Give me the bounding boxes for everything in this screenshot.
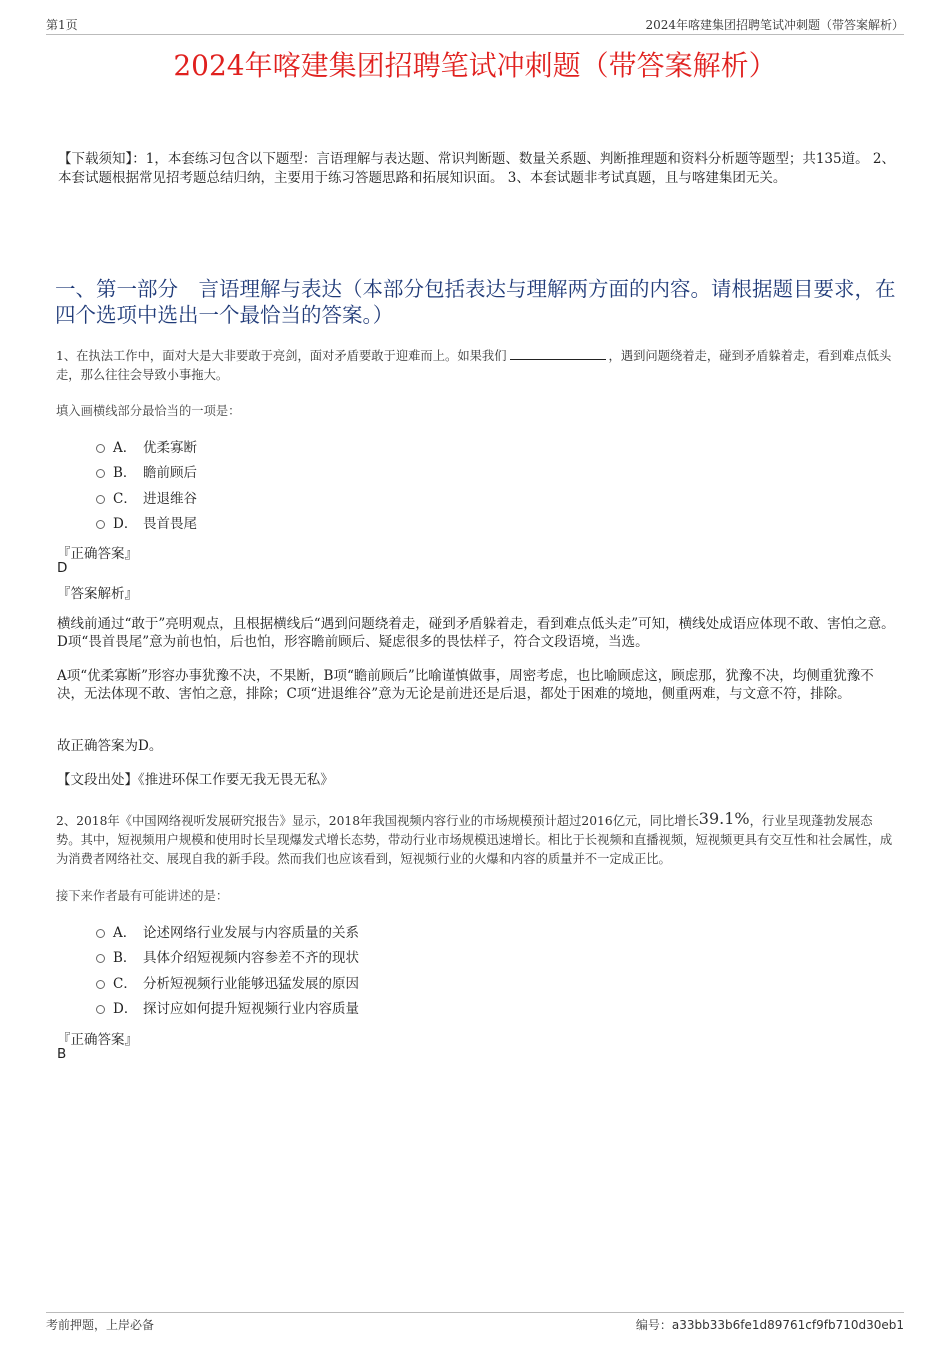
answer-label: 『正确答案』 (57, 1032, 138, 1048)
radio-icon[interactable] (96, 520, 105, 529)
question-2-stem (56, 809, 894, 869)
option-b[interactable]: B． 具体介绍短视频内容参差不齐的现状 (96, 944, 596, 970)
fill-blank (510, 347, 606, 360)
answer-label: 『正确答案』 (57, 546, 138, 562)
section-title: 一、第一部分 言语理解与表达（本部分包括表达与理解两方面的内容。请根据题目要求，在四个选项中选出一个最恰当的答案。） (55, 277, 896, 327)
radio-icon[interactable] (96, 1005, 105, 1014)
option-c[interactable]: C． 进退维谷 (96, 484, 596, 510)
radio-icon[interactable] (96, 929, 105, 938)
question-1-stem-part-b: ，遇到问题绕着走，碰到矛盾躲着走，看到难点低头走，那么往往会导致小事拖大。 (56, 349, 892, 382)
option-d[interactable]: D． 探讨应如何提升短视频行业内容质量 (96, 995, 596, 1021)
radio-icon[interactable] (96, 980, 105, 989)
document-id: 编号：a33bb33b6fe1d89761cf9fb710d30eb1 (635, 1318, 904, 1332)
question-2-prompt: 接下来作者最有可能讲述的是： (56, 889, 229, 903)
question-2-stem-part-a: 2、2018年《中国网络视听发展研究报告》显示，2018年我国视频内容行业的市场规模预计超过2016亿元，同比增长 (56, 814, 699, 828)
download-notice: 【下载须知】：1，本套练习包含以下题型：言语理解与表达题、常识判断题、数量关系题、判断推理题和资料分析题等题型；共135道。 2、本套试题根据常见招考题总结归纳，主要用于练习答题思路和拓展知识面。 3、本套试题非考试真题，且与喀建集团无关。 (58, 151, 895, 186)
answer-value: B (57, 1046, 67, 1062)
question-1-options (96, 433, 596, 535)
question-1-prompt: 填入画横线部分最恰当的一项是： (56, 404, 241, 418)
question-2-stem-part-b: ，行业呈现蓬勃发展态势。其中，短视频用户规模和使用时长呈现爆发式增长态势，带动行业市场规模迅速增长。相比于长视频和直播视频，短视频更具有交互性和社会属性，成为消费者网络社交、展现自我的新手段。然而我们也应该看到，短视频行业的火爆和内容的质量并不一定成正比。 (56, 814, 893, 866)
page-header (46, 16, 904, 35)
page-number: 第1页 (46, 18, 78, 32)
radio-icon[interactable] (96, 469, 105, 478)
option-c[interactable]: C． 分析短视频行业能够迅猛发展的原因 (96, 969, 596, 995)
option-b[interactable]: B． 瞻前顾后 (96, 459, 596, 485)
page-footer (46, 1312, 904, 1333)
option-a[interactable]: A． 优柔寡断 (96, 433, 596, 459)
option-d[interactable]: D． 畏首畏尾 (96, 510, 596, 536)
option-a[interactable]: A． 论述网络行业发展与内容质量的关系 (96, 918, 596, 944)
analysis-conclusion: 故正确答案为D。 (57, 738, 163, 754)
source-citation: 【文段出处】《推进环保工作要无我无畏无私》 (57, 772, 334, 788)
footer-slogan: 考前押题，上岸必备 (46, 1318, 155, 1332)
analysis-label: 『答案解析』 (57, 586, 138, 602)
radio-icon[interactable] (96, 495, 105, 504)
question-1-stem-part-a: 1、在执法工作中，面对大是大非要敢于亮剑，面对矛盾要敢于迎难而上。如果我们 (56, 349, 507, 363)
document-title: 2024年喀建集团招聘笔试冲刺题（带答案解析） (173, 49, 777, 82)
analysis-paragraph-2: A项“优柔寡断”形容办事犹豫不决，不果断，B项“瞻前顾后”比喻谨慎做事，周密考虑，也比喻顾虑这，顾虑那，犹豫不决，均侧重犹豫不决，无法体现不敢、害怕之意，排除；C项“进退维谷”意为无论是前进还是后退，都处于困难的境地，侧重两难，与文意不符，排除。 (57, 668, 874, 702)
analysis-paragraph-1: 横线前通过“敢于”亮明观点，且根据横线后“遇到问题绕着走，碰到矛盾躲着走，看到难点低头走”可知，横线处成语应体现不敢、害怕之意。D项“畏首畏尾”意为前也怕，后也怕，形容瞻前顾后、疑虑很多的畏怯样子，符合文段语境，当选。 (57, 616, 895, 650)
radio-icon[interactable] (96, 954, 105, 963)
question-1-stem (56, 347, 894, 385)
question-2-options (96, 918, 596, 1020)
answer-value: D (57, 560, 68, 576)
radio-icon[interactable] (96, 444, 105, 453)
growth-rate: 39.1% (698, 809, 750, 828)
header-doc-title: 2024年喀建集团招聘笔试冲刺题（带答案解析） (645, 18, 904, 32)
